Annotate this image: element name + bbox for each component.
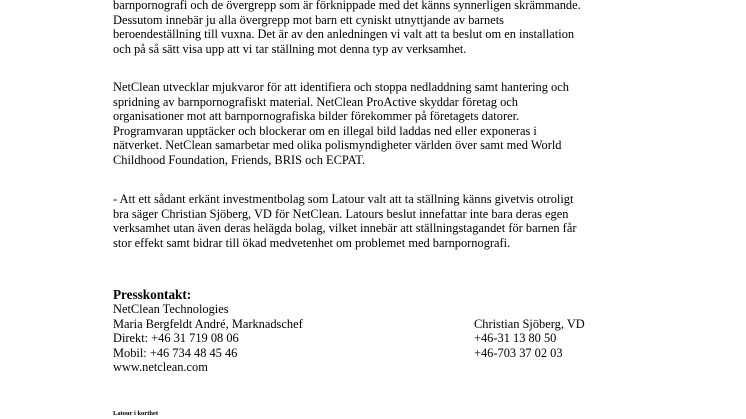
text-line: NetClean utvecklar mjukvaror för att identifiera och stoppa nedladdning samt hantering och <box>113 80 569 94</box>
contact-row <box>113 331 653 346</box>
body-paragraph-2 <box>113 80 653 168</box>
text-line: stor effekt samt bidrar till ökad medvetenhet om problemet med barnpornografi. <box>113 235 511 250</box>
press-contact-block <box>113 287 653 375</box>
body-paragraph-1 <box>113 0 653 56</box>
contact-row <box>113 360 653 375</box>
text-line: verksamhet utan även deras helägda bolag, vilket innebär att ställningstagandet för barnen får <box>113 221 577 236</box>
text-line: - Att ett sådant erkänt investmentbolag som Latour valt att ta ställning känns givetvis otroligt <box>113 192 574 206</box>
contact-name-ceo: Christian Sjöberg, VD <box>474 316 585 331</box>
text-line: spridning av barnpornografiskt material. NetClean ProActive skyddar företag och <box>113 94 518 109</box>
text-line: organisationer mot att barnpornografiska bilder förekommer på företagets datorer. <box>113 109 520 124</box>
text-line: bra säger Christian Sjöberg, VD för NetClean. Latours beslut innefattar inte bara deras egen <box>113 206 569 221</box>
contact-name-marketing: Maria Bergfeldt André, Marknadschef <box>113 316 303 331</box>
section-heading-latour: Latour i korthet <box>113 410 159 417</box>
contact-row <box>113 346 653 361</box>
text-line: nätverket. NetClean samarbetar med olika polismyndigheter världen över samt med World <box>113 138 562 153</box>
contact-row <box>113 317 653 332</box>
text-line: Programvaran upptäcker och blockerar om en illegal bild laddas ned eller exponeras i <box>113 123 537 138</box>
text-line: barnpornografi och de övergrepp som är förknippade med det känns synnerligen skrämmande. <box>113 0 581 12</box>
press-contact-heading: Presskontakt: <box>113 287 192 302</box>
body-paragraph-3 <box>113 192 653 250</box>
contact-direct-phone-marketing: Direkt: +46 31 719 08 06 <box>113 331 239 346</box>
text-line: Dessutom innebär ju alla övergrepp mot barn ett cyniskt utnyttjande av barnets <box>113 12 505 27</box>
website-link[interactable]: www.netclean.com <box>113 360 208 375</box>
contact-row <box>113 302 653 317</box>
text-line: och på så sätt visa upp att vi tar ställning mot denna typ av verksamhet. <box>113 41 467 56</box>
company-name: NetClean Technologies <box>113 302 229 316</box>
contact-direct-phone-ceo: +46-31 13 80 50 <box>474 331 557 346</box>
text-line: beroendeställning till vuxna. Det är av den anledningen vi valt att ta beslut om en installation <box>113 27 575 42</box>
contact-mobile-ceo: +46-703 37 02 03 <box>474 345 563 360</box>
contact-mobile-marketing: Mobil: +46 734 48 45 46 <box>113 345 238 360</box>
text-line: Childhood Foundation, Friends, BRIS och ECPAT. <box>113 152 365 167</box>
